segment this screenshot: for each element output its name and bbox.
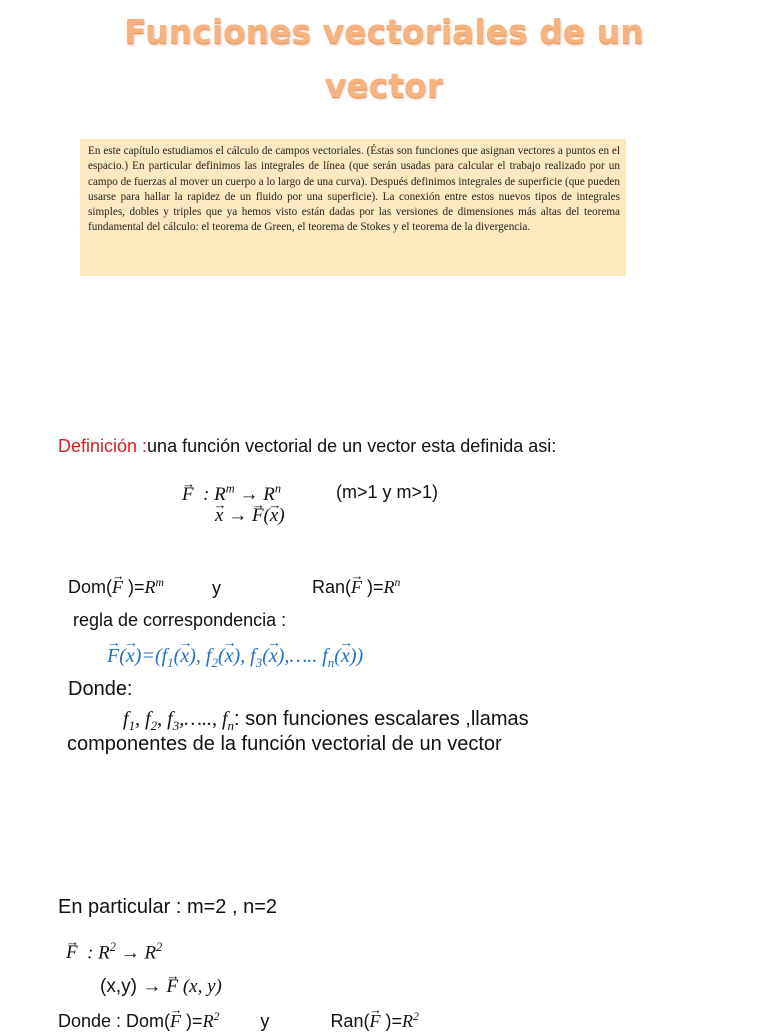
title-line-1: Funciones vectoriales de un	[124, 12, 644, 51]
mapping-condition: (m>1 y m>1)	[336, 482, 439, 502]
definition-label: Definición :	[58, 436, 148, 456]
particular-domain-line: Donde : Dom(→ F )$=R^2$ y Ran(→ F )$=R^2$	[58, 1010, 419, 1032]
rule-label: regla de correspondencia :	[73, 610, 287, 630]
mapping-arrow-line: → x → → F(→ x)	[215, 505, 285, 527]
mapping-formula	[182, 482, 281, 506]
particular-heading: En particular : m=2 , n=2	[58, 896, 278, 918]
definition-text: una función vectorial de un vector esta definida asi:	[147, 436, 557, 456]
components-line-1: $f_1$, $f_2$, $f_3,\dots$.., $f_n$: son funciones escalares ,llamas	[123, 708, 529, 733]
particular-pair-mapping: (x,y) → → F (x, y)	[100, 976, 222, 998]
components-line-2: componentes de la función vectorial de un vector	[67, 733, 502, 755]
domain-statement: Dom(→ F )$=R^m$	[68, 576, 164, 598]
intro-note-box	[80, 139, 626, 276]
intro-paragraph: En este capítulo estudiamos el cálculo de campos vectoriales. (Éstas son funciones que asignan vectores a puntos en el espacio.) En particular definimos las integrales de línea (que serán usadas para calcular el trabajo realizado por un campo de fuerzas al mover un cuerpo a lo largo de una curva). Después definimos integrales de superficie (que pueden usarse para hallar la rapidez de un fluido por una superficie). La conexión entre estos nuevos tipos de integrales simples, dobles y triples que ya hemos visto están dadas por las versiones de dimensiones más altas del teorema fundamental del cálculo: el teorema de Green, el teorema de Stokes y el teorema de la divergencia.	[88, 145, 620, 234]
particular-mapping: → F : $R^2 \to R^2$	[66, 940, 162, 964]
donde-label: Donde:	[68, 678, 133, 700]
correspondence-rule: → $F(\to x)=(f_1(\to x)$, $f_2(\to x)$, $f_3(\to$ x),….. $f_n(\to x)$)	[107, 645, 363, 671]
y-connector: y	[212, 578, 221, 598]
range-statement: Ran(→ F )$=R^n$	[312, 576, 400, 598]
definition-line	[58, 436, 556, 457]
mapping-expression: → F : $R^m \to R^n$	[182, 484, 281, 505]
title-line-2: vector	[324, 66, 444, 105]
page-title	[0, 14, 768, 104]
